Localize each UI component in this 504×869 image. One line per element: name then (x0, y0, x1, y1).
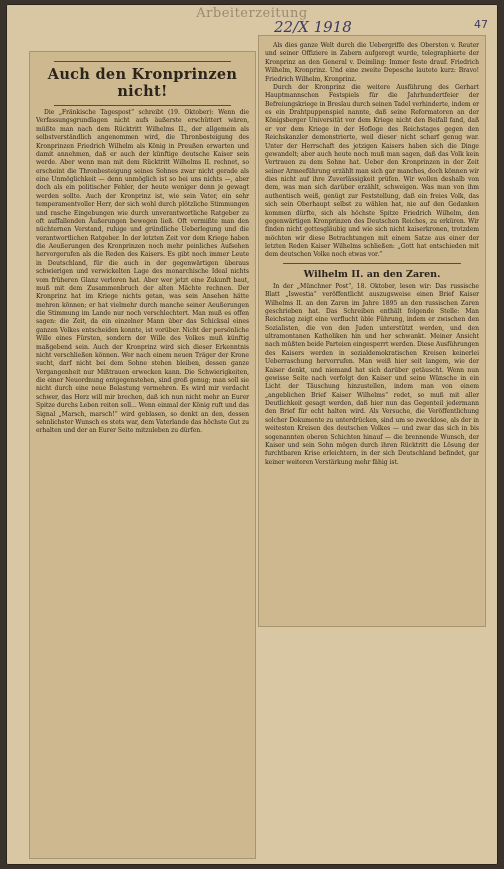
archive-sheet (6, 4, 498, 865)
left-clipping (30, 52, 255, 858)
divider (54, 105, 231, 106)
article-title: Auch den Kronprinzen nicht! (47, 66, 238, 100)
article-continued (265, 42, 479, 260)
masthead: Arbeiterzeitung (196, 6, 308, 21)
right-column (265, 42, 479, 622)
handwritten-date: 22/X 1918 (274, 18, 352, 36)
divider (54, 61, 231, 62)
section-title: Wilhelm II. an den Zaren. (303, 268, 441, 280)
section-body (265, 283, 479, 467)
article-body (36, 109, 249, 436)
left-column (36, 58, 249, 854)
article-paragraph: Durch der Kronprinz die weitere Ausführung des Gerhart Hauptmannschen Festspiels für die Jahrhundertfeier der Befreiungskriege in Breslau durch seinen Tadel verhinderte, indem er es ein Drahtpuppenspiel nannte, daß seine Reformatoren an der Königsberger Universität vor dem Kriege nicht den Beifall fand, daß er vor dem Kriege in der Hofloge des Reichstages gegen den Reichskanzler demonstrierte, weil dieser nicht scharf genug war. Unter der Herrschaft des jetzigen Kaisers haben sich die Dinge gewandelt; aber auch heute noch muß man sagen, daß das Volk kein Vertrauen zu dem Sohne hat. Ueber den Kronprinzen in der Zeit seiner Armeeführung erzählt man sich gar manches, doch können wir dies nicht auf ihre Zuverlässigkeit prüfen. Wir wollen deshalb von dem, was man sich darüber erzählt, schweigen. Was man von ihm authentisch weiß, genügt zur Feststellung, daß ein freies Volk, das sich sein Oberhaupt selbst zu wählen hat, nie auf den Gedanken kommen dürfte, sich als höchste Spitze Friedrich Wilhelm, den gegenwärtigen Kronprinzen des Deutschen Reiches, zu erküren. Wir finden nicht gottesgläubig und wie sich nicht kaiserkronen, trotzdem möchten wir diese Betrachtungen mit einem Satze aus einer der letzten Reden Kaiser Wilhelms schließen: „Gott hat entschieden mit dem deutschen Volke noch etwas vor.“ (265, 83, 479, 259)
section-paragraph: In der „Münchner Post“, 18. Oktober, lesen wir: Das russische Blatt „Iswestia“ veröffentlicht auszugsweise einen Brief Kaiser Wilhelms II. an den Zaren im Jahre 1895 an den russischen Zaren geschrieben hat. Das Schreiben enthält folgende Stelle: Man Reichstag zeigt eine verflucht üble Führung, indem er zwischen den Sozialisten, die von den Juden unterstützt werden, und den ultramontanen Katholiken hin und her schwankt. Meiner Ansicht nach müßten beide Parteien eingesperrt werden. Diese Ausführungen des Kaisers werden in sozialdemokratischen Kreisen keinerlei Ueberraschung hervorrufen. Man weiß hier seit langem, wie der Kaiser denkt, und niemand hat sich darüber getäuscht. Wenn nun gewisse Seite nach verfolgt den Kaiser und seine Wünsche in ein Licht der Täuschung hinzustellen, indem man von einem „angeblichen Brief Kaiser Wilhelms“ redet, so muß mit aller Deutlichkeit gesagt werden, daß hier nun das Gegenteil jedermann den Brief für echt halten wird. Als Versuche, die Veröffentlichung solcher Dokumente zu unterdrücken, sind um so zwecklose, als der in weitesten Kreisen des deutschen Volkes — und zwar das sich in bis sogenannten oberen Schichten hinauf — die brennende Wunsch, der Kaiser und sein Sohn mögen durch ihren Rücktritt die Lösung der furchtbaren Krise erleichtern, in der sich Deutschland befindet, gar keiner weiteren Verstärkung mehr fähig ist. (265, 282, 479, 466)
article-intro: Als dies ganze Welt durch die Uebergriffe des Obersten v. Reuter und seiner Offiziere in Zabern aufgeregt wurde, telegraphierte der Kronprinz an den General v. Deimling: Immer feste drauf. Friedrich Wilhelm, Kronprinz. Und eine zweite Depesche lautete kurz: Bravo! Friedrich Wilhelm, Kronprinz. (265, 42, 479, 83)
article-paragraph: Die „Fränkische Tagespost“ schreibt (19. Oktober): Wenn die Verfassungsgrundlagen nicht aufs äußerste erschüttert wären, müßte man nach dem Rücktritt Wilhelms II., der allgemein als selbstverständlich angenommen wird, die Thronbesteigung des Kronprinzen Friedrich Wilhelm als König in Preußen erwarten und damit annehmen, daß er auch der künftige deutsche Kaiser sein werde. Aber wenn man mit dem Rücktritt Wilhelms II. rechnet, so erscheint die Thronbesteigung seines Sohnes zwar nicht gerade als eine Unmöglichkeit — denn unmöglich ist so bei uns nichts —, aber doch als ein politischer Fehler, der heute weniger denn je gewagt werden sollte. Auch der Kronprinz ist, wie sein Vater, ein sehr temperamentvoller Herr, der sich wohl durch plötzliche Stimmungen und rasche Eingebungen wie durch unverantwortliche Ratgeber zu oft auffallenden Äußerungen bewegen ließ. Oft vermißte man den nüchternen Verstand, ruhige und gründliche Ueberlegung und die verantwortlichen Ratgeber. In der letzten Zeit vor dem Kriege haben die Aeußerungen des Kronprinzen noch mehr peinliches Aufsehen hervorgerufen als die Reden des Kaisers. Es gibt noch immer Leute in Deutschland, für die auch in der gegenwärtigen überaus schwierigen und verwickelten Lage des monarchische Ideal nichts vom früheren Glanz verloren hat. Aber wer jetzt eine Zukunft baut, muß mit dem Zusammenbruch der alten Mächte rechnen. Der Kronprinz hat im Kriege nichts getan, was sein Ansehen hätte mehren können; er hat vielmehr durch manche seiner Aeußerungen die Stimmung im Lande nur noch verschlechtert. Man muß es offen sagen: die Zeit, da ein einzelner Mann über das Schicksal eines ganzen Volkes entscheiden konnte, ist vorüber. Nicht der persönliche Wille eines Fürsten, sondern der Wille des Volkes muß künftig maßgebend sein. Auch der Kronprinz wird sich dieser Erkenntnis nicht verschließen können. Wer nach einem neuen Träger der Krone sucht, darf nicht bei dem Sohne stehen bleiben, dessen ganze Vergangenheit nur Mißtrauen erwecken kann. Die Schwierigkeiten, die einer Neuordnung entgegenstehen, sind groß genug; man soll sie nicht durch eine neue Belastung vermehren. Es wird mir verdacht schwer, das Herz will mir brechen, daß ich nun nicht mehr an Eurer Spitze durchs Leben reiten soll... Wenn einmal der König ruft und das Signal „Marsch, marsch!“ wird geblasen, so denkt an den, dessen sehnlichster Wunsch es stets war, dem Vaterlande das höchste Gut zu erhalten und der an Eurer Seite mitzuleben zu dürfen. (36, 109, 249, 435)
divider (283, 263, 461, 264)
right-clipping (259, 36, 485, 626)
page-number: 47 (474, 18, 488, 31)
